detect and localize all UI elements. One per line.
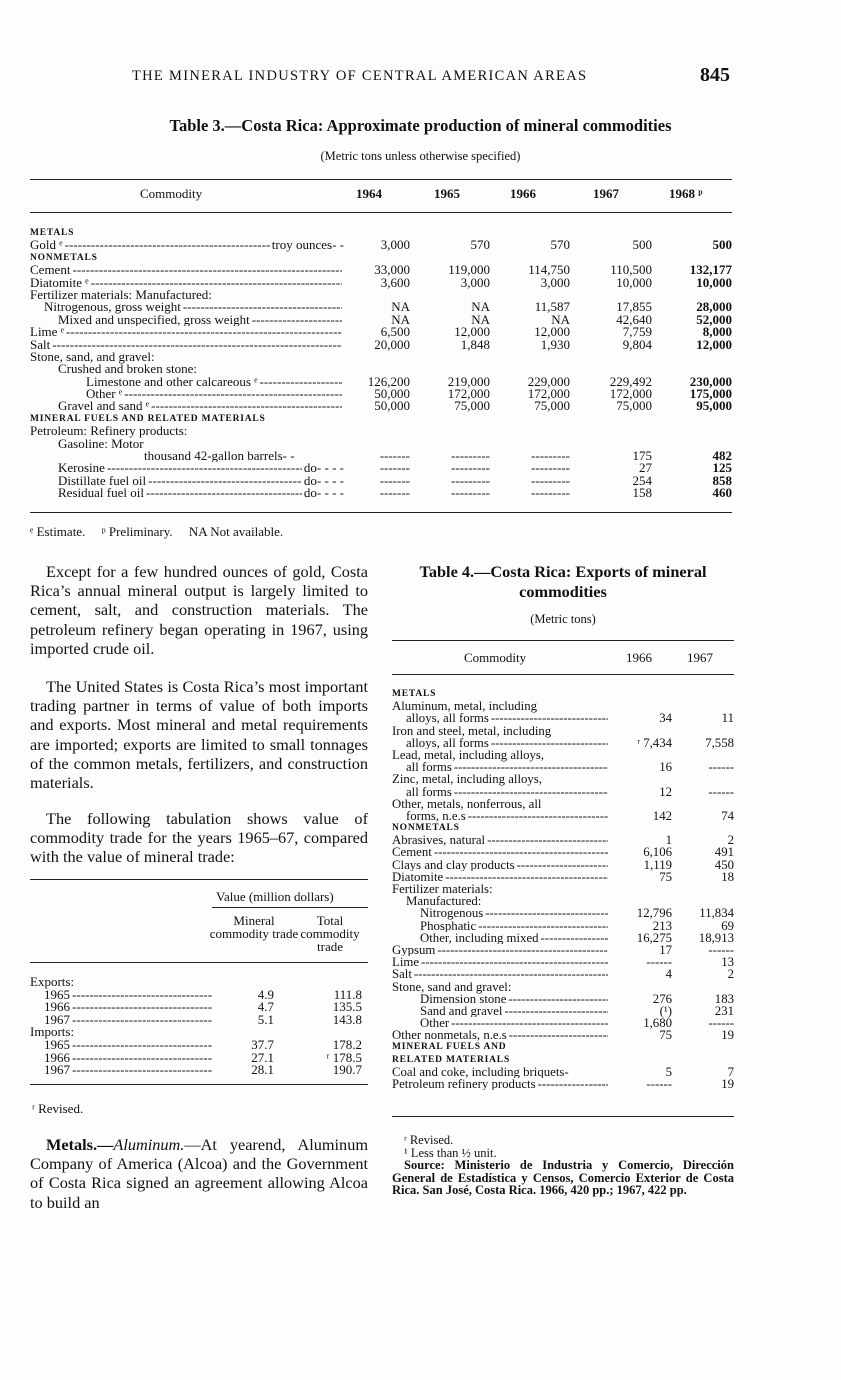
table3-col-1965: 1965 <box>434 186 460 201</box>
table-row: Petroleum: Refinery products: <box>30 423 188 439</box>
table-row: Cement - - - 6,106 491 <box>392 846 734 858</box>
table-row: all forms - - - 12 ------ <box>392 786 734 798</box>
table-row: 1967 - - - 5.1 143.8 <box>30 1014 368 1027</box>
table-row: Kerosine - - - do - - - - ------- --------- --------- 27 125 <box>30 462 732 474</box>
table-row: Limestone and other calcareous ᵉ - - - 126,200 219,000 229,000 229,492 230,000 <box>30 376 732 388</box>
table-row: Sand and gravel - - - (¹) 231 <box>392 1005 734 1017</box>
table-row: all forms - - - 16 ------ <box>392 761 734 773</box>
table-row: Residual fuel oil - - - do - - - - ------- --------- --------- 158 460 <box>30 487 732 499</box>
table-row: Other - - - 1,680 ------ <box>392 1017 734 1029</box>
table-row: Petroleum refinery products - - - ------ 19 <box>392 1078 734 1090</box>
table3-col-1967: 1967 <box>593 186 619 201</box>
table-row: Mixed and unspecified, gross weight - - - NA NA NA 42,640 52,000 <box>30 314 732 326</box>
trade-footnote: ʳ Revised. <box>32 1101 84 1116</box>
table-row: Salt - - - 4 2 <box>392 968 734 980</box>
table3-body <box>30 227 732 500</box>
table-row: Phosphatic - - - 213 69 <box>392 920 734 932</box>
paragraph-2: The United States is Costa Rica’s most important trading partner in terms of value of both imports and exports. Most mineral and metal requirements are imported; exports are limited to small tonnages of the common metals, fertilizers, and construction materials. <box>30 677 368 793</box>
table-row: Clays and clay products - - - 1,119 450 <box>392 859 734 871</box>
table-row: alloys, all forms - - - 34 11 <box>392 712 734 724</box>
page-number: 845 <box>700 64 730 86</box>
table4-footnotes: ʳ Revised. ¹ Less than ½ unit. Source: Ministerio de Industria y Comercio, Dirección General de Estadística y Censos, Comercio Exterior de Costa Rica. San José, Costa Rica. 1966, 420 pp.; 1967, 422 pp. <box>392 1133 734 1198</box>
table-row: Other, including mixed - - - 16,275 18,913 <box>392 932 734 944</box>
running-header: THE MINERAL INDUSTRY OF CENTRAL AMERICAN AREAS <box>132 68 588 84</box>
table4-subtitle: (Metric tons) <box>530 612 596 626</box>
table3-col-1968: 1968 ᵖ <box>669 186 703 201</box>
table-row: Nitrogenous, gross weight - - - NA NA 11,587 17,855 28,000 <box>30 301 732 313</box>
table-row: Gypsum - - - 17 ------ <box>392 944 734 956</box>
table-row: Gravel and sand ᵉ - - - 50,000 75,000 75,000 75,000 95,000 <box>30 400 732 412</box>
table-row: Other nonmetals, n.e.s - - - 75 19 <box>392 1029 734 1041</box>
table-row: 1965 - - - 4.9 111.8 <box>30 989 368 1002</box>
table-row: Abrasives, natural - - - 1 2 <box>392 834 734 846</box>
table3-title: Table 3.—Costa Rica: Approximate production of mineral commodities <box>169 116 672 135</box>
table-row: thousand 42-gallon barrels - - ------- --------- --------- 175 482 <box>144 448 732 464</box>
table-row: Salt - - - 20,000 1,848 1,930 9,804 12,000 <box>30 339 732 351</box>
paragraph-metals: Metals.—Aluminum.—At yearend, Aluminum Company of America (Alcoa) and the Government of Costa Rica signed an agreement allowing Alcoa to build an <box>30 1135 368 1212</box>
section-fuels: MINERAL FUELS AND RELATED MATERIALS <box>30 413 266 424</box>
table-row: 1966 - - - 27.1 ʳ 178.5 <box>30 1052 368 1065</box>
table-row: Crushed and broken stone: <box>58 361 198 377</box>
table-row: Diatomite - - - 75 18 <box>392 871 734 883</box>
table-row: Gasoline: Motor <box>58 435 144 451</box>
table3-col-1964: 1964 <box>356 186 382 201</box>
table3-col-commodity: Commodity <box>140 186 203 201</box>
table-row: Stone, sand, and gravel: <box>30 348 155 364</box>
trade-body: Exports: 1965 - - - 4.9 111.8 1966 - - - 4.7 135.5 1967 - - - 5.1 143.8 Imports: 1965 - - - 37.7 178.2 1966 - - - 27.1 ʳ 178.5 1967 - - - 28.1 190.7 <box>30 976 368 1077</box>
table-row: Diatomite ᵉ - - - 3,600 3,000 3,000 10,000 10,000 <box>30 277 732 289</box>
trade-col-mineral: Mineral commodity trade <box>209 913 299 941</box>
table3-subtitle: (Metric tons unless otherwise specified) <box>320 149 521 163</box>
table-row: 1967 - - - 28.1 190.7 <box>30 1064 368 1077</box>
table-row: Lime ᵉ - - - 6,500 12,000 12,000 7,759 8,000 <box>30 326 732 338</box>
table-row: Other ᵉ - - - 50,000 172,000 172,000 172,000 175,000 <box>30 388 732 400</box>
table-row: Lime - - - ------ 13 <box>392 956 734 968</box>
paragraph-3: The following tabulation shows value of commodity trade for the years 1965–67, compared with the value of mineral trade: <box>30 809 368 867</box>
table-row: Gold ᵉ - - - troy ounces - - 3,000 570 570 500 500 <box>30 239 732 251</box>
table-row: Nitrogenous - - - 12,796 11,834 <box>392 907 734 919</box>
trade-col-total: Total commodity trade <box>300 913 360 954</box>
table-row: Dimension stone - - - 276 183 <box>392 993 734 1005</box>
table-row: Cement - - - 33,000 119,000 114,750 110,500 132,177 <box>30 264 732 276</box>
table-row: Fertilizer materials: Manufactured: <box>30 286 212 302</box>
table-row: forms, n.e.s - - - 142 74 <box>392 810 734 822</box>
section-metals: METALS <box>30 228 75 238</box>
table3-footnote: ᵉ Estimate. ᵖ Preliminary. NA Not available. <box>30 524 284 539</box>
table-row: Distillate fuel oil - - - do - - - - ------- --------- --------- 254 858 <box>30 475 732 487</box>
section-nonmetals: NONMETALS <box>30 252 98 263</box>
table4-title: Table 4.—Costa Rica: Exports of mineral commodities <box>419 562 707 601</box>
table-row: 1966 - - - 4.7 135.5 <box>30 1001 368 1014</box>
table3-col-1966: 1966 <box>510 186 536 201</box>
table-row: alloys, all forms - - - ʳ 7,434 7,558 <box>392 737 734 749</box>
trade-header: Value (million dollars) <box>216 889 334 904</box>
table-row: 1965 - - - 37.7 178.2 <box>30 1039 368 1052</box>
table4-body: METALS Aluminum, metal, including alloys, all forms - - - 34 11 Iron and steel, metal, including alloys, all forms - - - ʳ 7,434 7,558 Lead, metal, including alloys, all forms - - - 16 ------ Zinc, metal, including alloys, all forms - - - 12 ------ Other, metals, nonferrous, all forms, n.e.s - - - 142 74 NONMETALS Abrasives, natural - - - 1 2 Cement - - - 6,106 491 Clays and clay products - - - 1,119 450 Diatomite - - - 75 18 Fertilizer materials: Manufactured: Nitrogenous - - - 12,796 11,834 Phosphatic - - - 213 69 Other, including mixed - - - 16,275 18,913 Gypsum - - - 17 ------ Lime - - - ------ 13 Salt - - - 4 2 Stone, sand and gravel: Dimension stone - - - 276 183 Sand and gravel - - - (¹) 231 Other - - - 1,680 ------ Other nonmetals, n.e.s - - - 75 19 MINERAL FUELS AND RELATED MATERIALS Coal and coke, including briquets - 5 7 Petroleum refinery products - - - ------ 19 <box>392 688 734 1090</box>
paragraph-1: Except for a few hundred ounces of gold, Costa Rica’s annual mineral output is largely limited to cement, salt, and construction materials. The petroleum refinery began operating in 1967, using imported crude oil. <box>30 562 368 658</box>
table-row: Coal and coke, including briquets - 5 7 <box>392 1064 734 1079</box>
